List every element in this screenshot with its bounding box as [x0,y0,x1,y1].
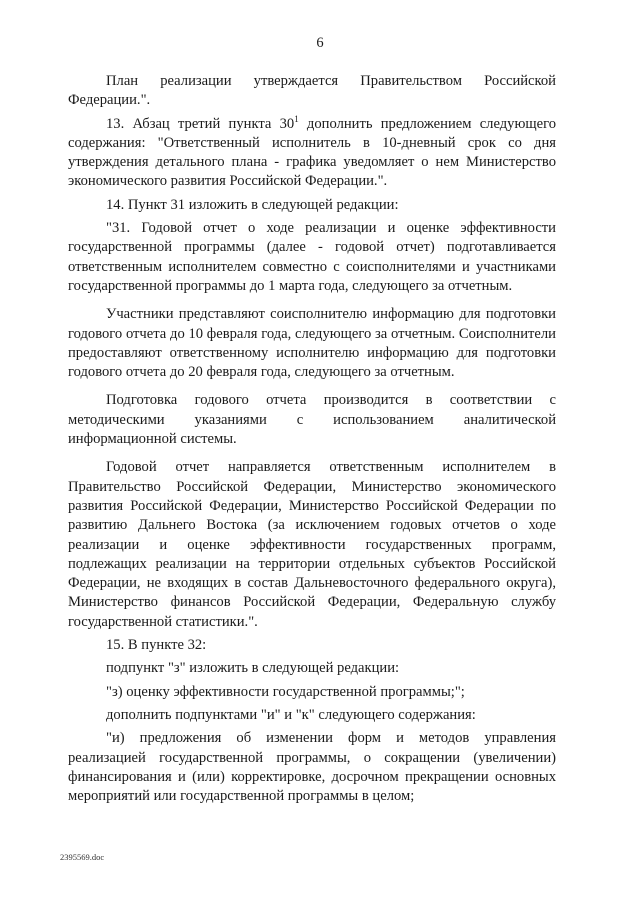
paragraph-item-15: 15. В пункте 32: [106,637,207,654]
paragraph-participants: Участники представляют соисполнителю информацию для подготовки годового отчета до 10 февраля года, следующего за отчетным. Соисполнители предоставляют ответственному исполнителю информацию для подготовки годового отчета до 20 февраля года, следующего за отчетным. [68,306,556,381]
item-13-text-after: дополнить предложением следующего содержания: "Ответственный исполнитель в 10-дневный срок со дня утверждения детального плана - графика уведомляет о нем Министерство экономического развития Российской Федерации.". [68,115,556,190]
paragraph-subitem-z-text: "з) оценку эффективности государственной программы;"; [106,683,465,700]
footer-file-code: 2395569.doc [60,852,105,862]
paragraph-plan: План реализации утверждается Правительством Российской Федерации.". [68,73,556,109]
paragraph-subitem-z: подпункт "з" изложить в следующей редакции: [106,660,400,677]
paragraph-subitem-i: "и) предложения об изменении форм и методов управления реализацией государственной программы, о сокращении (увеличении) финансирования и (или) корректировке, досрочном прекращении основных мероприятий или государственной программы в целом; [68,730,556,805]
paragraph-preparation: Подготовка годового отчета производится в соответствии с методическими указаниями с использованием аналитической информационной системы. [68,392,556,448]
paragraph-item-14: 14. Пункт 31 изложить в следующей редакции: [106,196,399,213]
document-body [68,72,556,806]
paragraph-report-sent: Годовой отчет направляется ответственным исполнителем в Правительство Российской Федерации, Министерство экономического развития Российской Федерации, Министерство Российской Федерации по развитию Дальнего Востока (за исключением годовых отчетов о ходе реализации и оценке эффективности государственных программ, подлежащих реализации на территории отдельных субъектов Российской Федерации, не входящих в состав Дальневосточного федерального округа), Министерство финансов Российской Федерации, Федеральную службу государственной статистики.". [68,459,556,630]
paragraph-add-subitems: дополнить подпунктами "и" и "к" следующего содержания: [106,706,476,723]
page-number: 6 [316,35,324,51]
paragraph-item-13 [68,115,556,192]
item-13-text-before: 13. Абзац третий пункта 30 [106,115,295,132]
paragraph-annual-report: "31. Годовой отчет о ходе реализации и оценке эффективности государственной программы (далее - годовой отчет) подготавливается ответственным исполнителем совместно с соисполнителями и участниками государственной программы до 1 марта года, следующего за отчетным. [68,220,556,294]
superscript-marker: 1 [294,113,299,124]
